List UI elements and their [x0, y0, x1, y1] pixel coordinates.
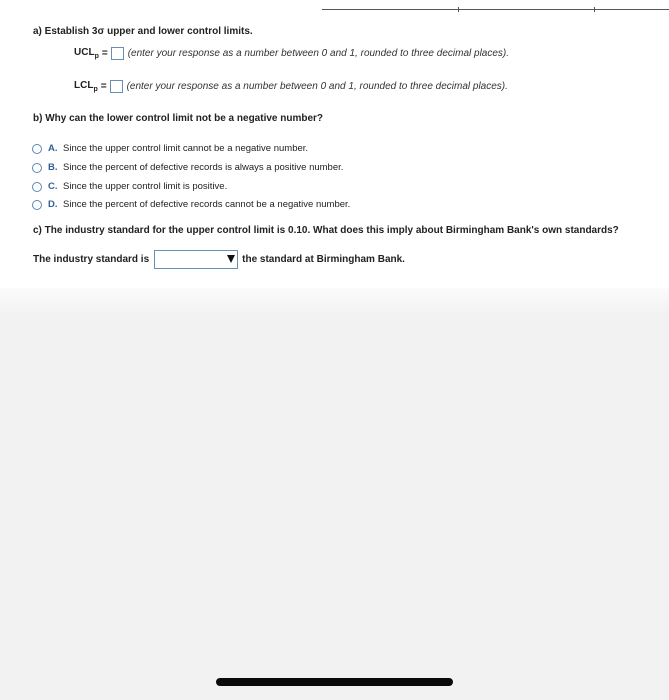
lcl-row: [74, 80, 508, 93]
ucl-hint: (enter your response as a number between 0 and 1, rounded to three decimal places).: [127, 48, 510, 59]
question-a: a) Establish 3σ upper and lower control limits.: [33, 26, 253, 37]
radio-button-icon[interactable]: [32, 200, 42, 210]
option-letter: B.: [48, 162, 58, 173]
option-a[interactable]: [32, 143, 308, 154]
option-b[interactable]: [32, 162, 343, 173]
sentence-suffix: the standard at Birmingham Bank.: [242, 254, 405, 265]
option-letter: D.: [48, 199, 58, 210]
lcl-hint: (enter your response as a number between 0 and 1, rounded to three decimal places).: [126, 81, 508, 92]
ucl-equals: =: [101, 48, 108, 59]
option-d[interactable]: [32, 199, 350, 210]
divider-tick: [458, 7, 459, 12]
ucl-label: $UCL_p$: [74, 47, 99, 60]
option-letter: C.: [48, 181, 58, 192]
ucl-answer-input[interactable]: [111, 47, 124, 60]
radio-button-icon[interactable]: [32, 182, 42, 192]
dropdown-arrow-icon[interactable]: [225, 251, 237, 268]
radio-button-icon[interactable]: [32, 144, 42, 154]
option-text: Since the percent of defective records is always a positive number.: [63, 162, 344, 173]
lcl-label: $LCL_p$: [74, 80, 98, 93]
comparison-dropdown[interactable]: [154, 250, 238, 269]
option-text: Since the percent of defective records cannot be a negative number.: [63, 199, 351, 210]
panel-shadow: [0, 288, 669, 314]
top-divider: [322, 9, 669, 10]
ucl-row: [74, 47, 509, 60]
industry-standard-sentence: [33, 250, 405, 269]
home-indicator-bar[interactable]: [216, 678, 453, 686]
option-c[interactable]: [32, 181, 227, 192]
lcl-equals: =: [100, 81, 107, 92]
lcl-answer-input[interactable]: [110, 80, 123, 93]
question-b: b) Why can the lower control limit not be a negative number?: [33, 113, 324, 124]
option-letter: A.: [48, 143, 58, 154]
radio-button-icon[interactable]: [32, 163, 42, 173]
sentence-prefix: The industry standard is: [33, 254, 150, 265]
option-text: Since the upper control limit cannot be a negative number.: [63, 143, 309, 154]
divider-tick: [594, 7, 595, 12]
option-text: Since the upper control limit is positive.: [63, 181, 228, 192]
question-c: c) The industry standard for the upper control limit is 0.10. What does this imply about Birmingham Bank's own standards?: [33, 225, 619, 236]
